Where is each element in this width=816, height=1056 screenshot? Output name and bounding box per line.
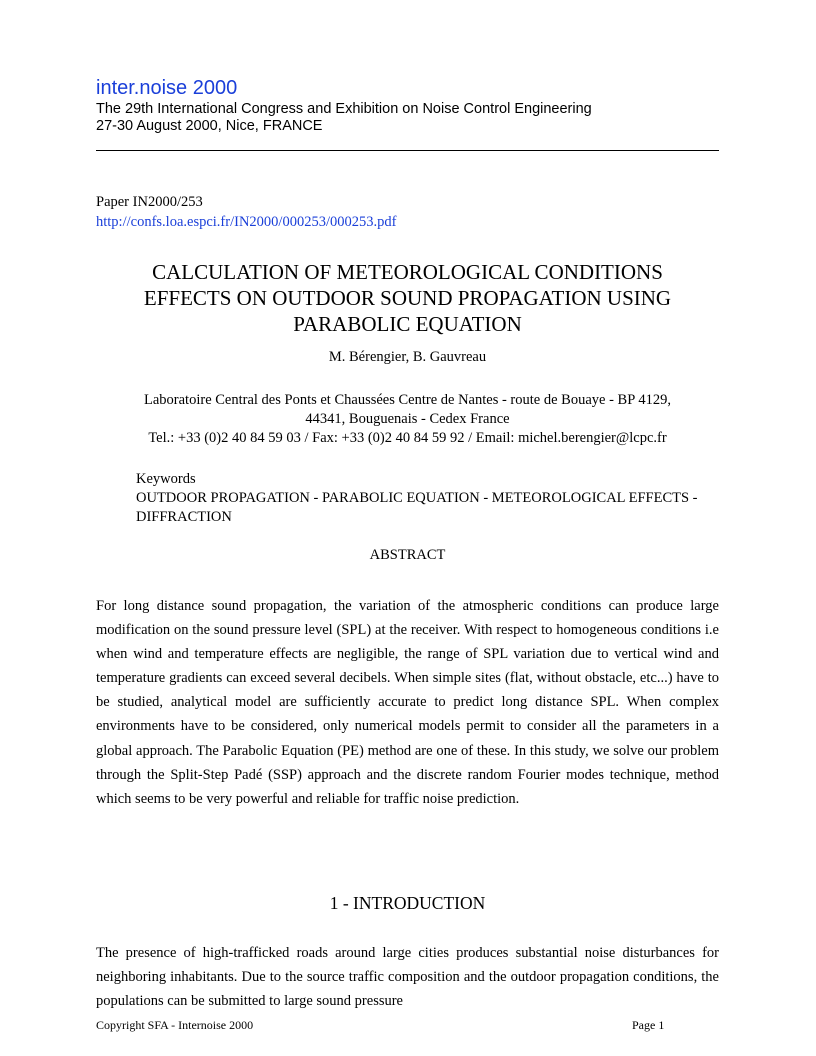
title-line-1: CALCULATION OF METEOROLOGICAL CONDITIONS [152, 260, 663, 284]
abstract-body: For long distance sound propagation, the variation of the atmospheric conditions can produce large modification on the sound pressure level (SPL) at the receiver. With respect to homogeneous conditions i.e when wind and temperature effects are negligible, the range of SPL variation due to vertical wind and temperature gradients can exceed several decibels. When simple sites (flat, without obstacle, etc...) have to be studied, analytical model are sufficiently accurate to predict long distance SPL. When complex environments have to be considered, only numerical models permit to consider all the parameters in a global approach. The Parabolic Equation (PE) method are one of these. In this study, we solve our problem through the Split-Step Padé (SSP) approach and the discrete random Fourier modes technique, method which seems to be very powerful and reliable for traffic noise prediction. [96, 598, 719, 807]
conference-title: inter.noise 2000 [96, 77, 238, 99]
footer-copyright: Copyright SFA - Internoise 2000 [96, 1018, 254, 1032]
affiliation [88, 391, 727, 448]
header-divider [96, 150, 719, 151]
paper-id: Paper IN2000/253 [96, 194, 203, 210]
title-line-2: EFFECTS ON OUTDOOR SOUND PROPAGATION USING [143, 286, 672, 310]
footer-page-number: Page 1 [632, 1018, 665, 1032]
paper-title [96, 259, 719, 337]
abstract-heading: ABSTRACT [369, 547, 446, 563]
keywords-text: OUTDOOR PROPAGATION - PARABOLIC EQUATION - METEOROLOGICAL EFFECTS - DIFFRACTION [136, 490, 698, 525]
affiliation-line-1: Laboratoire Central des Ponts et Chaussées Centre de Nantes - route de Bouaye - BP 4129, [144, 392, 671, 408]
conference-date-place: 27-30 August 2000, Nice, FRANCE [96, 118, 323, 134]
keywords-label: Keywords [136, 471, 196, 487]
introduction-body: The presence of high-trafficked roads around large cities produces substantial noise disturbances for neighboring inhabitants. Due to the source traffic composition and the outdoor propagation conditions, the populations can be submitted to large sound pressure [96, 945, 719, 1010]
affiliation-contact: Tel.: +33 (0)2 40 84 59 03 / Fax: +33 (0)2 40 84 59 92 / Email: michel.berengier@lcpc.fr [148, 430, 667, 446]
paper-url-link[interactable]: http://confs.loa.espci.fr/IN2000/000253/000253.pdf [96, 214, 397, 230]
title-line-3: PARABOLIC EQUATION [293, 312, 522, 336]
authors: M. Bérengier, B. Gauvreau [328, 349, 487, 365]
introduction-heading: 1 - INTRODUCTION [329, 893, 486, 913]
conference-subtitle: The 29th International Congress and Exhibition on Noise Control Engineering [96, 101, 592, 117]
affiliation-line-2: 44341, Bouguenais - Cedex France [305, 411, 510, 427]
